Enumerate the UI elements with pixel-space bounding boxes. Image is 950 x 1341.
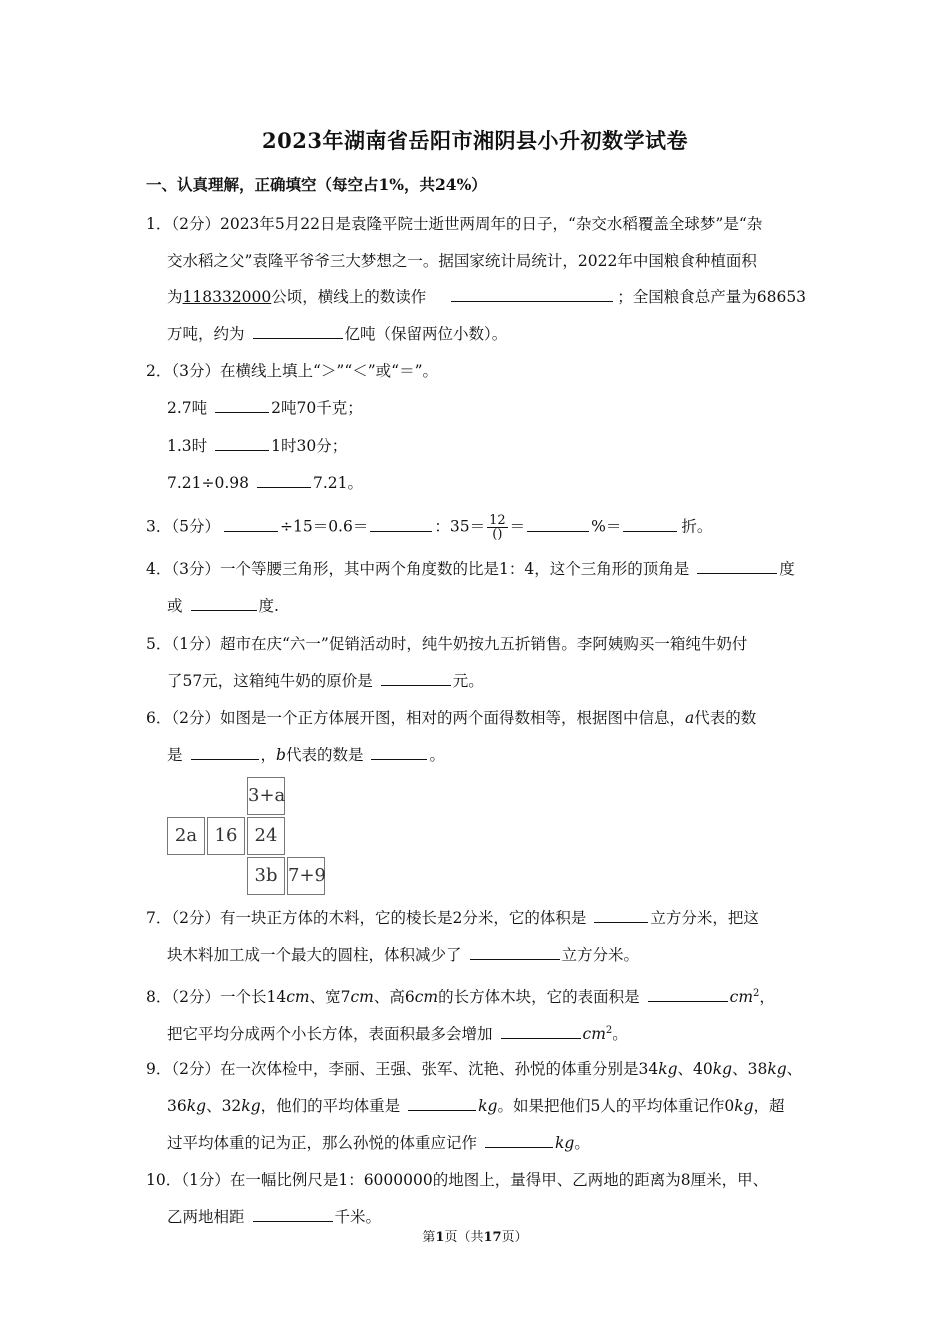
cube-net-figure xyxy=(167,777,327,897)
q2-line1: 2．（3分）在横线上填上“＞”“＜”或“＝”。 xyxy=(146,362,439,380)
net-cell: 3b xyxy=(247,857,285,895)
q8-line2: 把它平均分成两个小长方体，表面积最多会增加 $cm^2$。 xyxy=(167,1025,628,1044)
answer-blank[interactable] xyxy=(527,517,589,532)
q6-line1: 6．（2分）如图是一个正方体展开图，相对的两个面得数相等，根据图中信息，a代表的数 xyxy=(146,709,757,727)
answer-blank[interactable] xyxy=(215,436,269,451)
q2-line2: 2.7吨 2吨70千克； xyxy=(167,399,363,417)
net-cell: 24 xyxy=(247,817,285,855)
q10-line2: 乙两地相距 千米。 xyxy=(167,1208,382,1226)
net-cell: 7+9 xyxy=(287,857,325,895)
q1-number: 118332000 xyxy=(182,288,272,306)
q10-line1: 10．（1分）在一幅比例尺是1：6000000的地图上，量得甲、乙两地的距离为8厘米，甲、 xyxy=(146,1171,769,1189)
answer-blank[interactable] xyxy=(501,1024,581,1039)
section-heading: 一、认真理解，正确填空（每空占1%，共24%） xyxy=(146,175,487,194)
q7-line1: 7．（2分）有一块正方体的木料，它的棱长是2分米，它的体积是 立方分米，把这 xyxy=(146,909,759,927)
answer-blank[interactable] xyxy=(215,398,269,413)
q8-line1: 8．（2分）一个长14cm、宽7cm、高6cm的长方体木块，它的表面积是 $cm^2$， xyxy=(146,988,775,1007)
answer-blank[interactable] xyxy=(257,473,311,488)
page-title: 2023年湖南省岳阳市湘阴县小升初数学试卷 xyxy=(262,128,688,153)
answer-blank[interactable] xyxy=(408,1096,476,1111)
q2-line4: 7.21÷0.98 7.21。 xyxy=(167,474,364,492)
q1-line2: 交水稻之父”袁隆平爷爷三大梦想之一。据国家统计局统计，2022年中国粮食种植面积 xyxy=(167,252,757,270)
page-footer: 第1页（共17页） xyxy=(422,1230,528,1245)
answer-blank[interactable] xyxy=(191,745,259,760)
fraction: $\frac{12}{()}$ xyxy=(489,513,506,542)
answer-blank[interactable] xyxy=(470,945,560,960)
answer-blank[interactable] xyxy=(381,671,451,686)
net-cell: 2a xyxy=(167,817,205,855)
answer-blank[interactable] xyxy=(371,745,427,760)
q4-line1: 4．（3分）一个等腰三角形，其中两个角度数的比是1：4，这个三角形的顶角是 度 xyxy=(146,560,795,578)
q9-line3: 过平均体重的记为正，那么孙悦的体重应记作 kg。 xyxy=(167,1134,590,1152)
net-cell: 16 xyxy=(207,817,245,855)
q4-line2: 或 度. xyxy=(167,597,279,615)
q7-line2: 块木料加工成一个最大的圆柱，体积减少了 立方分米。 xyxy=(167,946,640,964)
answer-blank[interactable] xyxy=(594,908,648,923)
answer-blank[interactable] xyxy=(253,1207,333,1222)
answer-blank[interactable] xyxy=(253,324,343,339)
answer-blank[interactable] xyxy=(451,287,613,302)
net-cell: 3+a xyxy=(247,777,285,815)
q5-line2: 了57元，这箱纯牛奶的原价是 元。 xyxy=(167,672,484,690)
answer-blank[interactable] xyxy=(697,559,777,574)
q1-line4: 万吨，约为 亿吨（保留两位小数）。 xyxy=(167,325,508,343)
answer-blank[interactable] xyxy=(191,596,257,611)
page-number: 1 xyxy=(435,1230,445,1245)
answer-blank[interactable] xyxy=(224,517,278,532)
q9-line2: 36kg、32kg，他们的平均体重是 kg。如果把他们5人的平均体重记作0kg，超 xyxy=(167,1097,785,1115)
q3-line: 3．（5分） ÷15＝0.6＝ ：35＝ $\frac{12}{()}$ ＝ %＝ 折。 xyxy=(146,513,713,542)
q1-line3: 为118332000公顷，横线上的数读作 ；全国粮食总产量为68653 xyxy=(167,288,807,306)
total-pages: 17 xyxy=(483,1230,502,1245)
answer-blank[interactable] xyxy=(370,517,432,532)
q9-line1: 9．（2分）在一次体检中，李丽、王强、张军、沈艳、孙悦的体重分别是34kg、40kg、38kg、 xyxy=(146,1060,803,1078)
q6-line2: 是 ，b代表的数是 。 xyxy=(167,746,445,764)
q1-line1: 1．（2分）2023年5月22日是袁隆平院士逝世两周年的日子，“杂交水稻覆盖全球梦”是“杂 xyxy=(146,215,763,233)
q2-line3: 1.3时 1时30分； xyxy=(167,437,348,455)
answer-blank[interactable] xyxy=(648,987,728,1002)
answer-blank[interactable] xyxy=(485,1133,553,1148)
answer-blank[interactable] xyxy=(623,517,677,532)
q5-line1: 5．（1分）超市在庆“六一”促销活动时，纯牛奶按九五折销售。李阿姨购买一箱纯牛奶付 xyxy=(146,635,748,653)
